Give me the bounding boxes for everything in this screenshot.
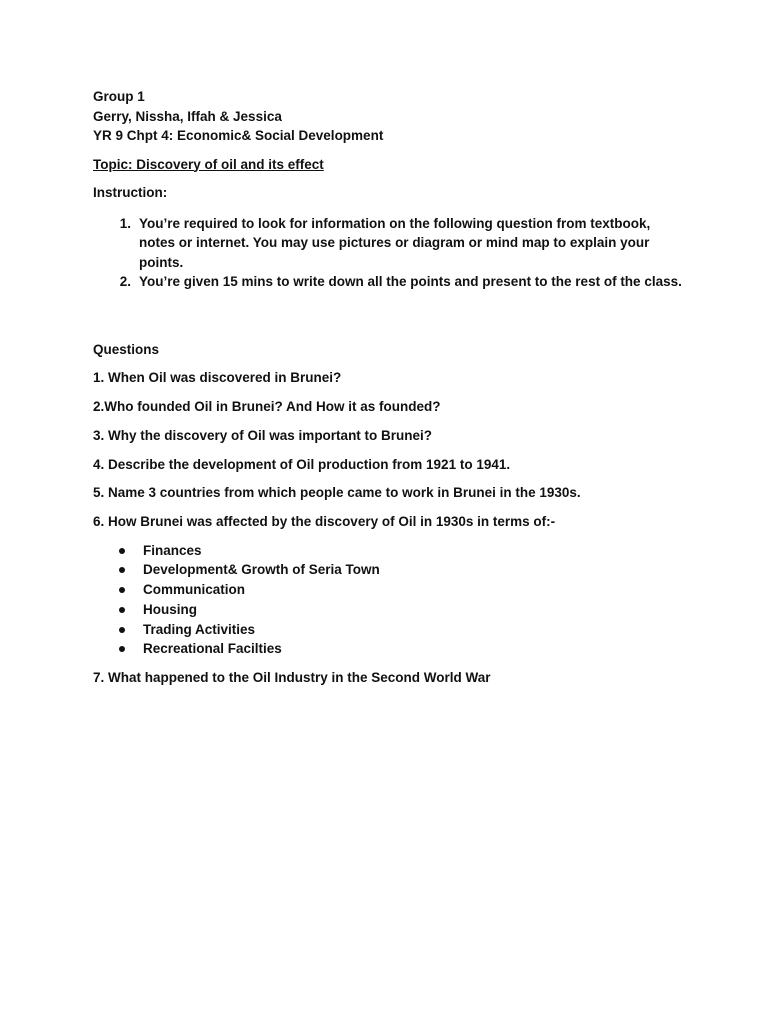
bullet-item (93, 639, 683, 659)
instruction-list (93, 214, 683, 292)
instruction-text: You’re required to look for information on the following question from textbook, notes or internet. You may use pictures or diagram or mind map to explain your points. (139, 215, 651, 270)
instruction-number: 1. (119, 215, 131, 231)
bullet-text: Communication (143, 582, 246, 598)
bullet-item (93, 620, 683, 640)
effects-bullet-list (93, 541, 683, 659)
bullet-icon (93, 560, 143, 580)
bullet-item (93, 600, 683, 620)
instruction-item (93, 272, 683, 292)
bullet-text: Housing (143, 601, 197, 617)
instruction-heading: Instruction: (93, 185, 168, 200)
document-content (93, 87, 683, 688)
bullet-item (93, 560, 683, 580)
bullet-item (93, 580, 683, 600)
question-item: 2.Who founded Oil in Brunei? And How it as founded? (93, 399, 441, 415)
question-item: 4. Describe the development of Oil production from 1921 to 1941. (93, 456, 511, 472)
bullet-text: Development& Growth of Seria Town (143, 562, 380, 578)
question-item: 3. Why the discovery of Oil was important to Brunei? (93, 427, 433, 443)
bullet-icon (93, 580, 143, 600)
bullet-icon (93, 600, 143, 620)
question-item: 5. Name 3 countries from which people came to work in Brunei in the 1930s. (93, 485, 581, 501)
topic-heading: Topic: Discovery of oil and its effect (93, 156, 324, 172)
group-members: Gerry, Nissha, Iffah & Jessica (93, 108, 282, 124)
question-item-final: 7. What happened to the Oil Industry in the Second World War (93, 670, 491, 686)
question-item: 1. When Oil was discovered in Brunei? (93, 370, 342, 386)
group-label: Group 1 (93, 89, 145, 104)
bullet-icon (93, 620, 143, 640)
instruction-text: You’re given 15 mins to write down all the points and present to the rest of the class. (139, 274, 682, 289)
bullet-text: Finances (143, 542, 202, 558)
bullet-text: Recreational Facilties (143, 641, 282, 657)
bullet-text: Trading Activities (143, 621, 256, 637)
bullet-icon (93, 639, 143, 659)
bullet-icon (93, 541, 143, 561)
question-item: 6. How Brunei was affected by the discovery of Oil in 1930s in terms of:- (93, 514, 556, 530)
instruction-item (93, 214, 683, 273)
instruction-number: 2. (119, 274, 131, 289)
questions-heading: Questions (93, 341, 160, 357)
chapter-title: YR 9 Chpt 4: Economic& Social Development (93, 128, 384, 143)
bullet-item (93, 541, 683, 561)
